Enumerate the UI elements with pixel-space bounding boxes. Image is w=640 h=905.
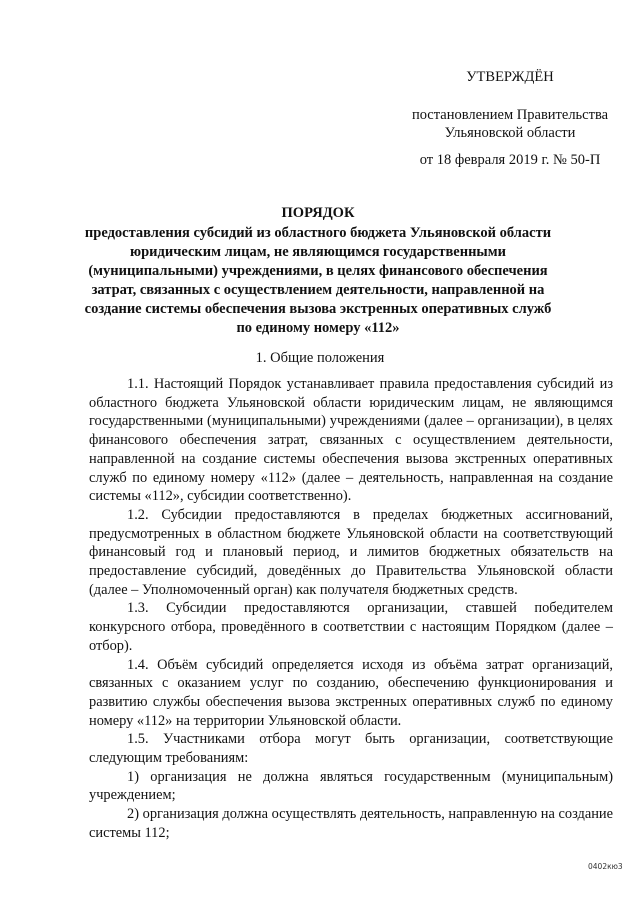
list-item-2: 2) организация должна осуществлять деятельность, направленную на создание системы 112; — [89, 806, 613, 841]
paragraph-1-2: 1.2. Субсидии предоставляются в пределах бюджетных ассигнований, предусмотренных в областном бюджете Ульяновской области на соответствующий финансовый год и плановый период, и лимитов бюджетных обязательств на предоставление субсидий, доведённых до Правительства Ульяновской области (далее – Уполномоченный орган) как получателя бюджетных средств. — [89, 506, 613, 598]
paragraph-1-5: 1.5. Участниками отбора могут быть организации, соответствующие следующим требованиям: — [89, 731, 613, 767]
paragraph-1-3: 1.3. Субсидии предоставляются организации, ставшей победителем конкурсного отбора, проведённого в соответствии с настоящим Порядком (далее – отбор). — [89, 600, 613, 654]
approval-heading: УТВЕРЖДЁН — [466, 69, 554, 85]
document-body — [89, 370, 613, 843]
paragraph-1-4: 1.4. Объём субсидий определяется исходя из объёма затрат организаций, связанных с оказанием услуг по созданию, обеспечению функционирования и развитию службы обеспечения вызова экстренных оперативных служб по единому номеру «112» на территории Ульяновской области. — [89, 656, 613, 729]
section-heading: 1. Общие положения — [255, 350, 385, 366]
list-item-1: 1) организация не должна являться государственным (муниципальным) учреждением; — [89, 768, 613, 804]
document-code: 0402кю3 — [588, 862, 623, 871]
approval-date: от 18 февраля 2019 г. № 50-П — [419, 152, 601, 168]
document-title-block — [78, 204, 558, 338]
document-title: ПОРЯДОК — [281, 205, 355, 221]
paragraph-1-1: 1.1. Настоящий Порядок устанавливает правила предоставления субсидий из областного бюджета Ульяновской области юридическим лицам, не являющимся государственными (муниципальными) учреждениями (далее – организации), в целях финансового обеспечения затрат, связанных с осуществлением деятельности, направленной на создание системы обеспечения вызова экстренных оперативных служб по единому номеру «112» (далее – деятельность, направленная на создание системы «112», субсидии соответственно). — [89, 376, 613, 505]
document-subtitle: предоставления субсидий из областного бюджета Ульяновской области юридическим лицам, не являющимся государственными (муниципальными) учреждениями, в целях финансового обеспечения затрат, связанных с осуществлением деятельности, направленной на создание системы обеспечения вызова экстренных оперативных служб по единому номеру «112» — [84, 225, 552, 336]
approval-authority: постановлением Правительства Ульяновской области — [411, 107, 609, 141]
